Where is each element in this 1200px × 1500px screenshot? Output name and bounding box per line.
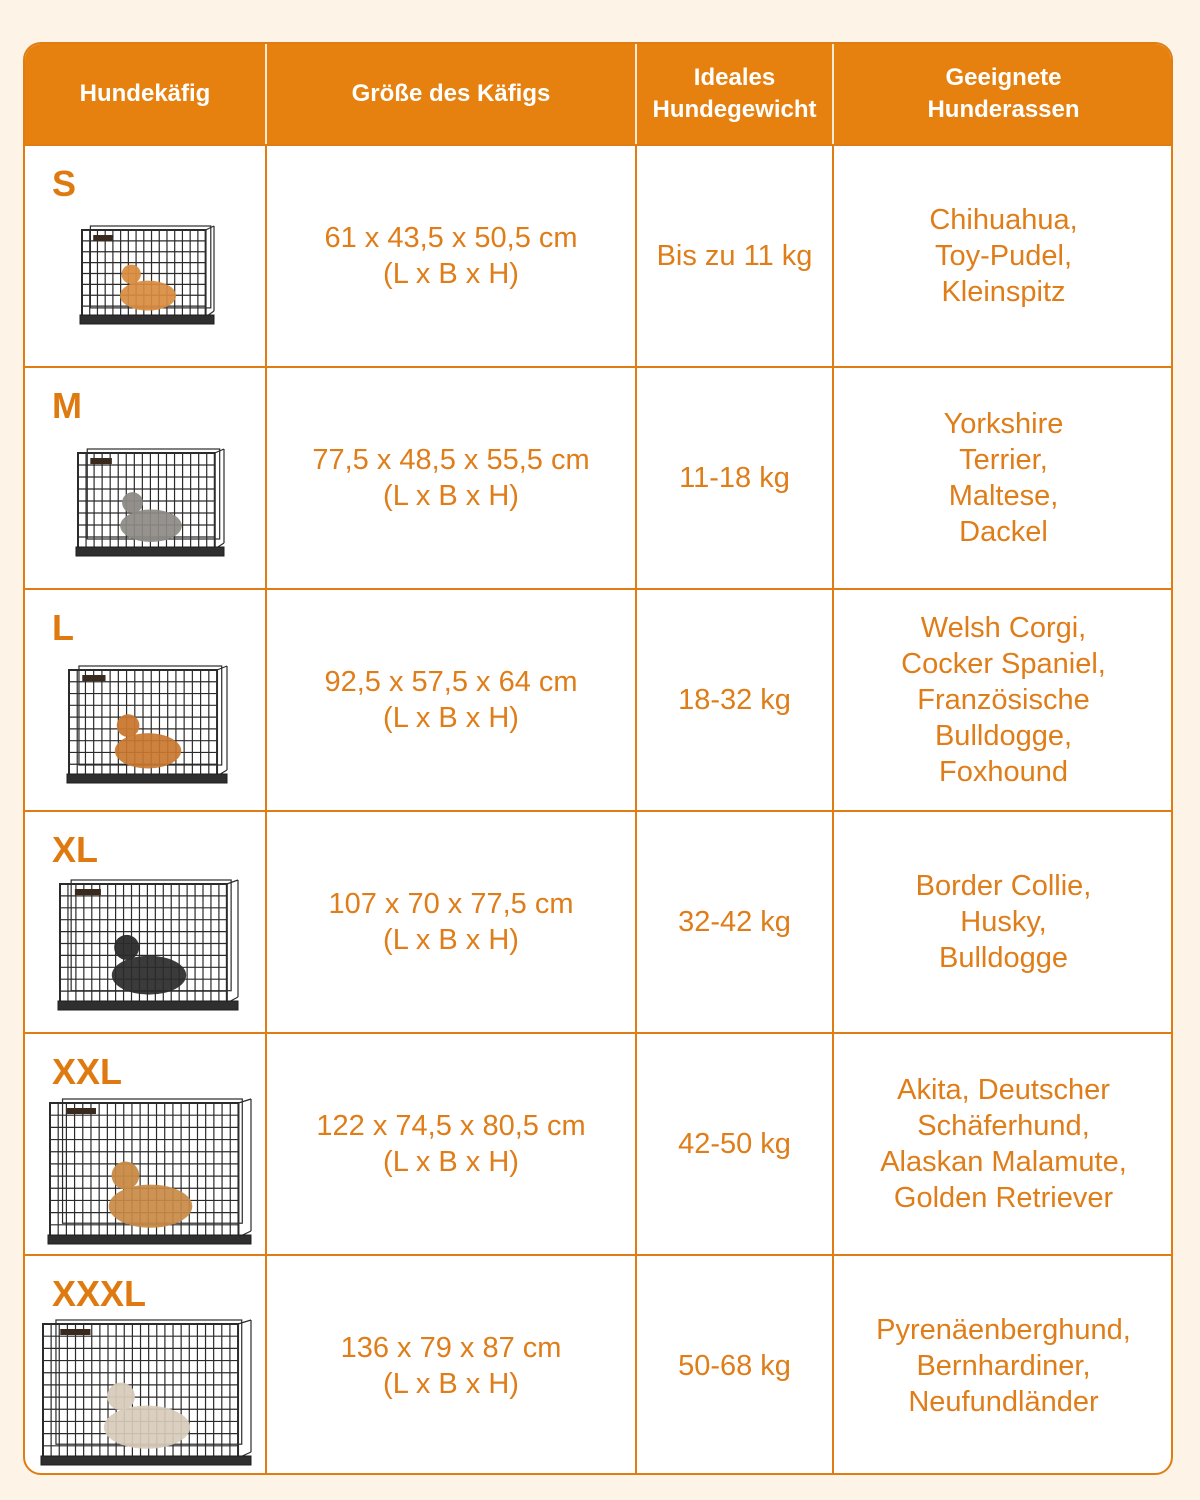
header-weight-line2: Hundegewicht — [652, 96, 817, 123]
cage-dimensions: 77,5 x 48,5 x 55,5 cm — [312, 444, 590, 476]
breed-line: Cocker Spaniel, — [901, 648, 1106, 680]
dog-crate-icon — [39, 1316, 255, 1470]
table-row — [25, 588, 1171, 810]
header-divider — [265, 44, 267, 144]
breed-line: Französische — [917, 684, 1090, 716]
header-weight-line1: Ideales — [693, 64, 776, 91]
cage-dimensions-cell — [267, 368, 635, 588]
dog-breeds-cell — [834, 146, 1173, 366]
column-divider — [832, 44, 834, 1473]
breed-line: Akita, Deutscher — [897, 1074, 1110, 1106]
cage-dimensions-note: (L x B x H) — [383, 924, 519, 956]
breed-line: Bulldogge — [939, 942, 1068, 974]
header-weight — [637, 44, 832, 144]
cage-dimensions: 122 x 74,5 x 80,5 cm — [316, 1110, 586, 1142]
cage-dimensions: 92,5 x 57,5 x 64 cm — [324, 666, 578, 698]
table-row — [25, 1032, 1171, 1254]
breed-line: Golden Retriever — [893, 1182, 1114, 1214]
table-header — [25, 44, 1171, 144]
breed-line: Foxhound — [939, 756, 1068, 788]
size-label: XXL — [52, 1051, 123, 1092]
breed-line: Welsh Corgi, — [920, 612, 1087, 644]
dog-weight-cell — [637, 146, 832, 366]
header-cage-label: Hundekäfig — [79, 80, 211, 107]
header-breeds-line2: Hunderassen — [927, 96, 1080, 123]
breed-line: Toy-Pudel, — [934, 240, 1072, 272]
cage-dimensions-note: (L x B x H) — [383, 1368, 519, 1400]
breed-line: Neufundländer — [908, 1386, 1099, 1418]
cage-dimensions-cell — [267, 146, 635, 366]
dog-crate-icon — [56, 876, 242, 1015]
header-breeds-line1: Geeignete — [945, 64, 1062, 91]
dog-crate-icon — [78, 222, 218, 329]
breed-line: Terrier, — [959, 444, 1048, 476]
cage-dimensions-cell — [267, 1256, 635, 1475]
breed-line: Chihuahua, — [929, 204, 1078, 236]
table-row — [25, 1254, 1171, 1475]
cage-dimensions-cell — [267, 590, 635, 810]
cage-dimensions: 107 x 70 x 77,5 cm — [328, 888, 574, 920]
size-label: L — [52, 607, 74, 648]
breed-line: Alaskan Malamute, — [880, 1146, 1127, 1178]
cage-dimensions-note: (L x B x H) — [383, 702, 519, 734]
breed-line: Dackel — [959, 516, 1048, 548]
dog-breeds-cell — [834, 368, 1173, 588]
dog-weight-cell — [637, 368, 832, 588]
size-label: XXXL — [52, 1273, 147, 1314]
table-row — [25, 810, 1171, 1032]
header-divider — [832, 44, 834, 144]
dog-breeds-cell — [834, 1256, 1173, 1475]
dog-crate-icon — [46, 1095, 255, 1249]
size-label: XL — [52, 829, 99, 870]
size-chart-table — [23, 42, 1173, 1475]
column-divider — [635, 44, 637, 1473]
dog-weight: 32-42 kg — [678, 906, 791, 938]
breed-line: Bulldogge, — [934, 720, 1073, 752]
header-size — [267, 44, 635, 144]
breed-line: Schäferhund, — [917, 1110, 1090, 1142]
header-breeds — [834, 44, 1173, 144]
breed-line: Maltese, — [948, 480, 1059, 512]
breed-line: Husky, — [960, 906, 1047, 938]
breed-line: Border Collie, — [915, 870, 1092, 902]
dog-breeds-cell — [834, 590, 1173, 810]
cage-dimensions-note: (L x B x H) — [383, 480, 519, 512]
breed-line: Yorkshire — [943, 408, 1064, 440]
table-row — [25, 144, 1171, 366]
dog-weight: 11-18 kg — [679, 462, 790, 494]
dog-weight: 42-50 kg — [678, 1128, 791, 1160]
breed-line: Kleinspitz — [941, 276, 1066, 308]
cage-dimensions: 61 x 43,5 x 50,5 cm — [324, 222, 578, 254]
size-label: M — [52, 385, 82, 426]
header-size-label: Größe des Käfigs — [351, 80, 551, 107]
dog-weight: Bis zu 11 kg — [656, 240, 813, 272]
header-divider — [635, 44, 637, 144]
breed-line: Pyrenäenberghund, — [876, 1314, 1131, 1346]
dog-weight-cell — [637, 590, 832, 810]
breed-line: Bernhardiner, — [916, 1350, 1091, 1382]
dog-crate-icon — [74, 445, 228, 561]
column-divider — [265, 44, 267, 1473]
dog-weight-cell — [637, 1034, 832, 1254]
dog-breeds-cell — [834, 812, 1173, 1032]
header-cage — [25, 44, 265, 144]
cage-dimensions-cell — [267, 1034, 635, 1254]
dog-breeds-cell — [834, 1034, 1173, 1254]
cage-dimensions-note: (L x B x H) — [383, 258, 519, 290]
dog-weight: 18-32 kg — [678, 684, 791, 716]
size-label: S — [52, 163, 77, 204]
cage-dimensions-cell — [267, 812, 635, 1032]
dog-crate-icon — [65, 662, 231, 788]
cage-dimensions: 136 x 79 x 87 cm — [340, 1332, 562, 1364]
dog-weight-cell — [637, 1256, 832, 1475]
table-row — [25, 366, 1171, 588]
dog-weight: 50-68 kg — [678, 1350, 791, 1382]
dog-weight-cell — [637, 812, 832, 1032]
cage-dimensions-note: (L x B x H) — [383, 1146, 519, 1178]
